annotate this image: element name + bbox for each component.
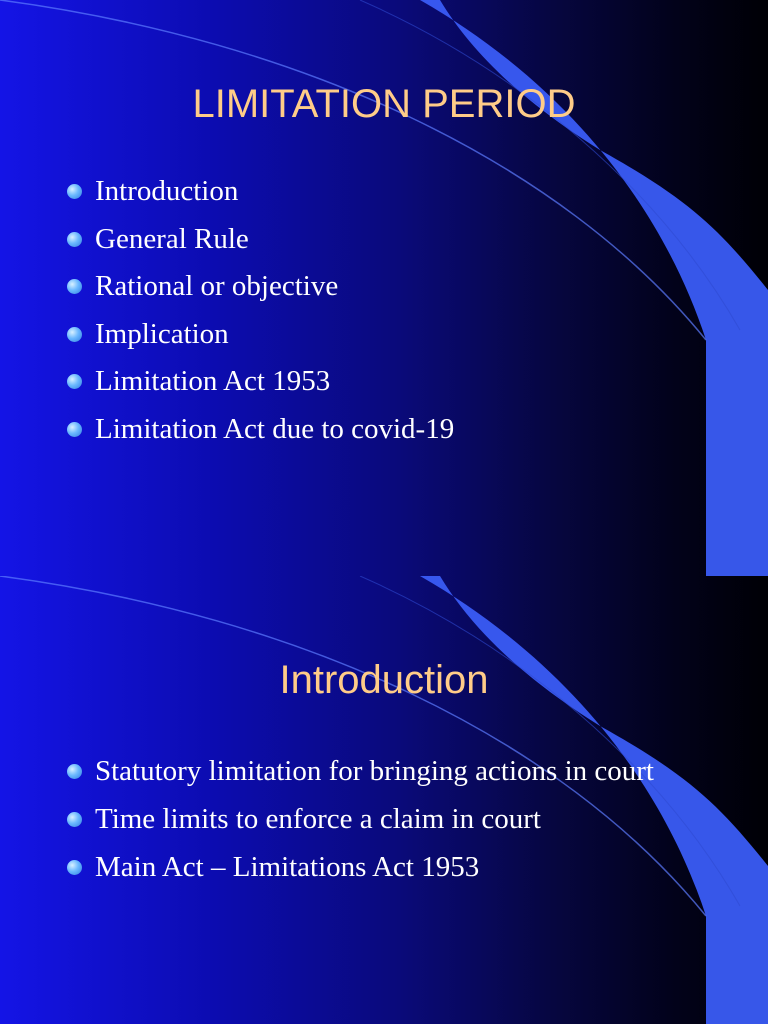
slide-introduction: [0, 576, 768, 1024]
round-bullet-icon: [67, 232, 82, 247]
bullet-rational: Rational or objective: [64, 267, 724, 315]
bullet-general-rule: General Rule: [64, 220, 724, 268]
round-bullet-icon: [67, 422, 82, 437]
round-bullet-icon: [67, 860, 82, 875]
bullet-limitation-act: Limitation Act 1953: [64, 362, 724, 410]
slide-title: LIMITATION PERIOD: [192, 82, 576, 126]
round-bullet-icon: [67, 279, 82, 294]
bullet-time-limits: Time limits to enforce a claim in court: [64, 800, 704, 838]
round-bullet-icon: [67, 374, 82, 389]
bullet-statutory-limitation: Statutory limitation for bringing actions in court: [64, 752, 704, 790]
round-bullet-icon: [67, 327, 82, 342]
round-bullet-icon: [67, 812, 82, 827]
bullet-limitation-covid: Limitation Act due to covid-19: [64, 410, 724, 458]
bullet-introduction: Introduction: [64, 172, 724, 220]
round-bullet-icon: [67, 764, 82, 779]
bullet-main-act: Main Act – Limitations Act 1953: [64, 848, 704, 886]
bullet-list: [64, 752, 704, 896]
round-bullet-icon: [67, 184, 82, 199]
bullet-implication: Implication: [64, 315, 724, 363]
slide-title: Introduction: [279, 658, 489, 702]
bullet-list: [64, 172, 724, 458]
